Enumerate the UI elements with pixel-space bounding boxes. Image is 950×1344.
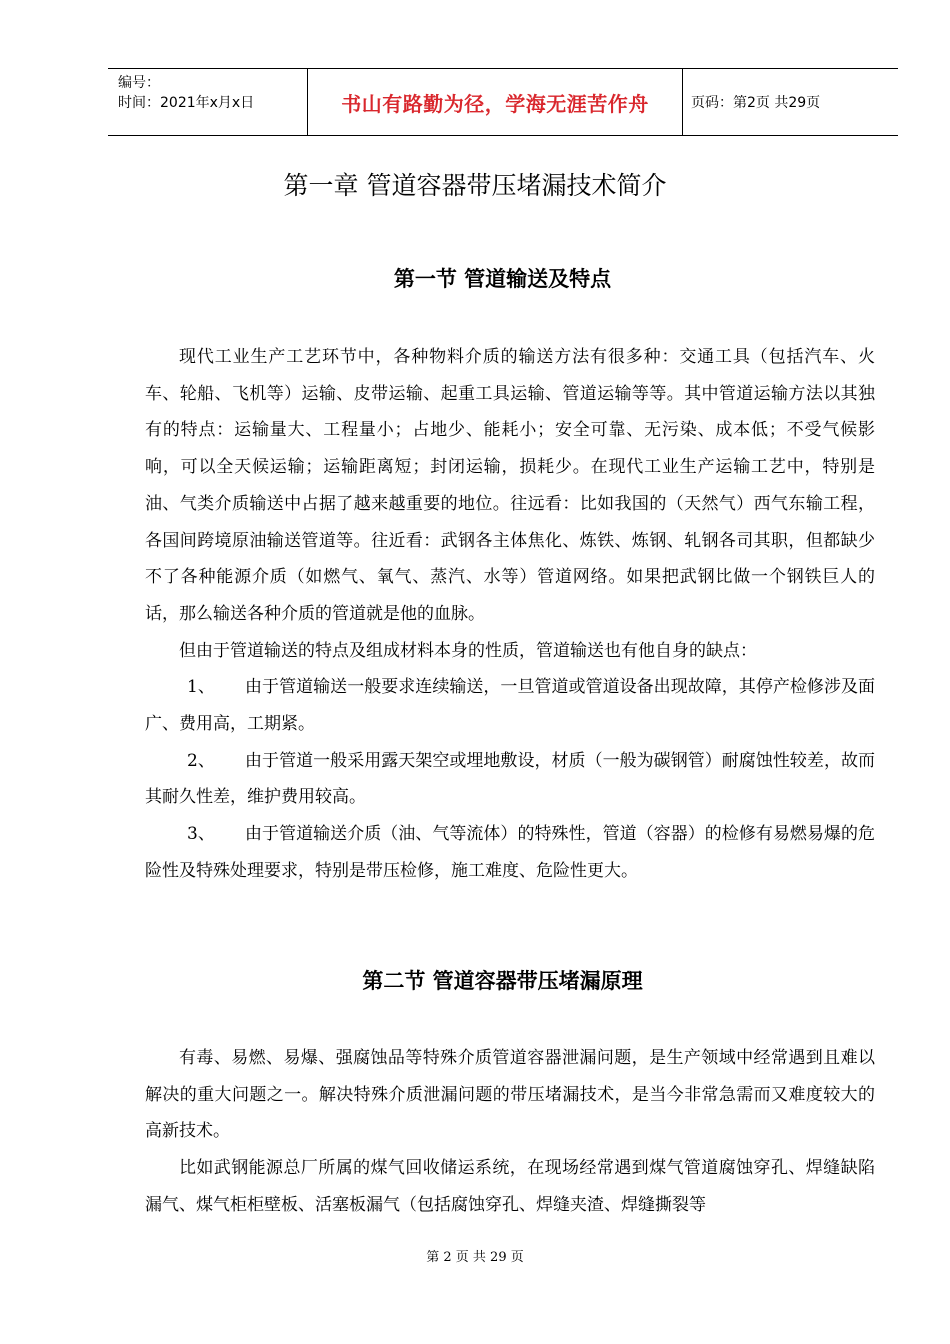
header-page-code: 页码：第2页 共29页 (691, 95, 821, 111)
header-info-cell (108, 69, 308, 135)
section-1-body (145, 339, 875, 890)
serial-label: 编号： (118, 75, 160, 91)
page-header (108, 68, 898, 136)
time-label: 时间：2021年x月x日 (118, 95, 255, 111)
item-text: 由于管道输送一般要求连续输送，一旦管道或管道设备出现故障，其停产检修涉及面广、费用高，工期紧。 (145, 677, 875, 735)
section-1-title: 第一节 管道输送及特点 (393, 267, 612, 291)
paragraph: 比如武钢能源总厂所属的煤气回收储运系统，在现场经常遇到煤气管道腐蚀穿孔、焊缝缺陷漏气、煤气柜柜壁板、活塞板漏气（包括腐蚀穿孔、焊缝夹渣、焊缝撕裂等 (145, 1158, 875, 1215)
item-text: 由于管道输送介质（油、气等流体）的特殊性，管道（容器）的检修有易燃易爆的危险性及特殊处理要求，特别是带压检修，施工难度、危险性更大。 (145, 824, 875, 881)
item-text: 由于管道一般采用露天架空或埋地敷设，材质（一般为碳钢管）耐腐蚀性较差，故而其耐久性差，维护费用较高。 (145, 750, 875, 808)
header-motto: 书山有路勤为径，学海无涯苦作舟 (308, 69, 683, 135)
chapter-title: 第一章 管道容器带压堵漏技术简介 (283, 171, 667, 200)
page-footer: 第 2 页 共 29 页 (426, 1250, 524, 1265)
paragraph: 有毒、易燃、易爆、强腐蚀品等特殊介质管道容器泄漏问题，是生产领域中经常遇到且难以解决的重大问题之一。解决特殊介质泄漏问题的带压堵漏技术，是当今非常急需而又难度较大的高新技术。 (145, 1048, 875, 1142)
item-number: 1、 (187, 677, 215, 698)
paragraph: 现代工业生产工艺环节中，各种物料介质的输送方法有很多种：交通工具（包括汽车、火车、轮船、飞机等）运输、皮带运输、起重工具运输、管道运输等等。其中管道运输方法以其独有的特点：运输量大、工程量小；占地少、能耗小；安全可靠、无污染、成本低；不受气候影响，可以全天候运输；运输距离短；封闭运输，损耗少。在现代工业生产运输工艺中，特别是油、气类介质输送中占据了越来越重要的地位。往远看：比如我国的（天然气）西气东输工程，各国间跨境原油输送管道等。往近看：武钢各主体焦化、炼铁、炼钢、轧钢各司其职，但都缺少不了各种能源介质（如燃气、氧气、蒸汽、水等）管道网络。如果把武钢比做一个钢铁巨人的话，那么输送各种介质的管道就是他的血脉。 (145, 347, 875, 624)
paragraph: 但由于管道输送的特点及组成材料本身的性质，管道输送也有他自身的缺点： (179, 640, 757, 661)
section-2-body (145, 1040, 875, 1224)
numbered-item (145, 743, 875, 816)
numbered-item (145, 669, 875, 742)
item-number: 3、 (187, 824, 215, 845)
item-number: 2、 (187, 750, 215, 771)
numbered-item (145, 816, 875, 889)
section-2-title: 第二节 管道容器带压堵漏原理 (362, 969, 643, 993)
